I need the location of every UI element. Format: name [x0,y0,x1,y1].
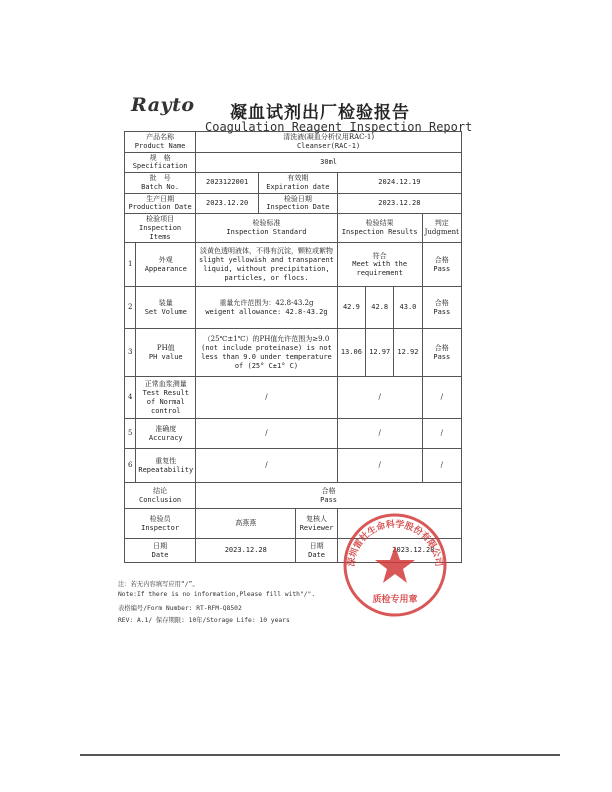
judgment-cn: 合格 [434,256,449,264]
standard-value: / [196,449,338,483]
table-row [125,419,462,449]
spec-row [125,152,462,173]
judgment-value: / [422,377,461,419]
production-label-cn: 生产日期 [146,194,175,203]
date2-label-cn: 日期 [309,542,324,550]
batch-label-cn: 批 号 [149,174,171,182]
form-number: 表格编号/Form Number: RT-RFM-Q8502 [118,605,242,612]
production-label-en: Production Date [128,203,192,212]
date-value: 2023.12.28 [196,539,296,563]
spec-label-cn: 规 格 [149,153,171,162]
judgment-header: 判定 Judgment [422,214,461,243]
results-header-en: Inspection Results [341,228,418,237]
standard-value: / [196,419,338,449]
header-row [125,214,462,243]
items-header-cn: 检验项目 [146,215,175,223]
result-value: 42.9 [337,287,365,329]
item-cn: PH值 [156,344,175,352]
item-en: Set Volume [144,307,187,316]
product-label-cn: 产品名称 [146,133,175,141]
report-title-en: Coagulation Reagent Inspection Report [205,120,473,134]
revision-storage: REV: A.1/ 保存期限: 10年/Storage Life: 10 years [118,617,290,624]
product-label-en: Product Name [134,141,186,150]
conclusion-label-cn: 结论 [153,487,168,495]
conclusion-label-en: Conclusion [139,495,182,504]
batch-row [125,173,462,194]
table-row [125,329,462,377]
inspection-date-label-en: Inspection Date [266,203,330,212]
conclusion-value-en: Pass [320,495,338,504]
spec-label-en: Specification [132,162,188,171]
result-cn: 符合 [372,251,387,260]
judgment-en: Pass [433,264,451,273]
standard-en: slight yellowish and transparent liquid, without precipitation, particles, or flocs. [199,256,334,282]
standard-cn: 淡黄色透明液体，不得有沉淀，颗粒或絮物 [199,247,333,256]
judgment-en: Pass [433,307,451,316]
company-logo: Rayto [131,94,195,116]
note-cn: 注：若无内容填写应用“/”。 [118,581,199,588]
result-value: 13.06 [337,329,365,377]
results-header-cn: 检验结果 [365,219,394,228]
inspector-label-cn: 检验员 [149,515,171,523]
items-header-en: Inspection Items [139,223,182,241]
date2-label-en: Date [308,550,326,559]
batch-label-en: Batch No. [141,182,180,191]
result-value: 12.92 [394,329,422,377]
expiration-value: 2024.12.19 [337,173,461,194]
judgment-en: Pass [433,352,451,361]
standard-en: weigent allowance: 42.8-43.2g [205,307,328,316]
inspector-label-en: Inspector [141,523,180,532]
judgment-cn: 合格 [434,344,449,352]
standard-header-en: Inspection Standard [226,228,307,237]
inspector-name: 高燕燕 [196,509,296,539]
row-number: 4 [125,377,136,419]
svg-text:质检专用章: 质检专用章 [372,595,418,605]
item-en: Accuracy [148,433,183,442]
company-seal-stamp [340,510,450,620]
item-en: Repeatability [138,465,194,474]
spec-value: 30ml [196,152,462,173]
inspection-report-table [124,131,462,563]
row-number: 2 [125,287,136,329]
item-cn: 装量 [158,299,173,307]
judgment-value: / [422,419,461,449]
row-number: 3 [125,329,136,377]
item-en: PH value [148,352,183,361]
reviewer-label-cn: 复核人 [306,515,328,523]
reviewer-label-en: Reviewer [299,523,334,532]
judgment-value: / [422,449,461,483]
date-label-cn: 日期 [153,542,168,550]
expiration-label-cn: 有效期 [287,174,309,182]
inspection-date-value: 2023.12.28 [337,193,461,214]
standard-cn: 重量允许范围为：42.8-43.2g [219,299,314,307]
scan-edge-line [80,754,560,756]
production-row [125,193,462,214]
product-row [125,132,462,153]
item-en: Appearance [144,264,187,273]
result-en: Meet with the requirement [352,260,408,278]
product-value-cn: 清洗液(凝血分析仪用RAC-1) [283,133,375,141]
item-cn: 外观 [158,256,173,264]
result-value: 12.97 [366,329,394,377]
table-row [125,287,462,329]
item-cn: 正常血浆测量 [144,380,187,389]
conclusion-value-cn: 合格 [321,487,336,495]
row-number: 5 [125,419,136,449]
result-value: 43.0 [394,287,422,329]
date-label-en: Date [151,550,169,559]
standard-value: / [196,377,338,419]
result-value: / [337,419,422,449]
result-value: / [337,377,422,419]
standard-header-cn: 检验标准 [252,219,281,228]
date2-value: 2023.12.28 [337,539,461,563]
product-value-en: Cleanser(RAC-1) [296,141,361,150]
production-value: 2023.12.20 [196,193,259,214]
report-title-cn: 凝血试剂出厂检验报告 [230,103,410,123]
batch-value: 2023122001 [196,173,259,194]
item-en: Test Result of Normal control [142,389,189,415]
conclusion-row [125,483,462,509]
result-value: / [337,449,422,483]
item-cn: 重复性 [155,457,177,465]
inspection-date-label-cn: 检验日期 [283,194,312,203]
note-en: Note:If there is no information,Please fill with"/". [118,591,316,598]
result-value: 42.8 [366,287,394,329]
item-cn: 准确度 [155,425,177,433]
standard-en: (not include proteinase) is not less than 9.0 under temperature of (25° C±1° C) [201,344,332,370]
table-row [125,449,462,483]
svg-text:深圳雷杜生命科学股份有限公司: 深圳雷杜生命科学股份有限公司 [346,519,444,568]
judgment-cn: 合格 [434,299,449,307]
expiration-label-en: Expiration date [266,182,330,191]
standard-cn: （25℃±1℃）的PH值允许范围为≥9.0 [203,335,330,344]
row-number: 6 [125,449,136,483]
table-row [125,243,462,287]
table-row [125,377,462,419]
row-number: 1 [125,243,136,287]
